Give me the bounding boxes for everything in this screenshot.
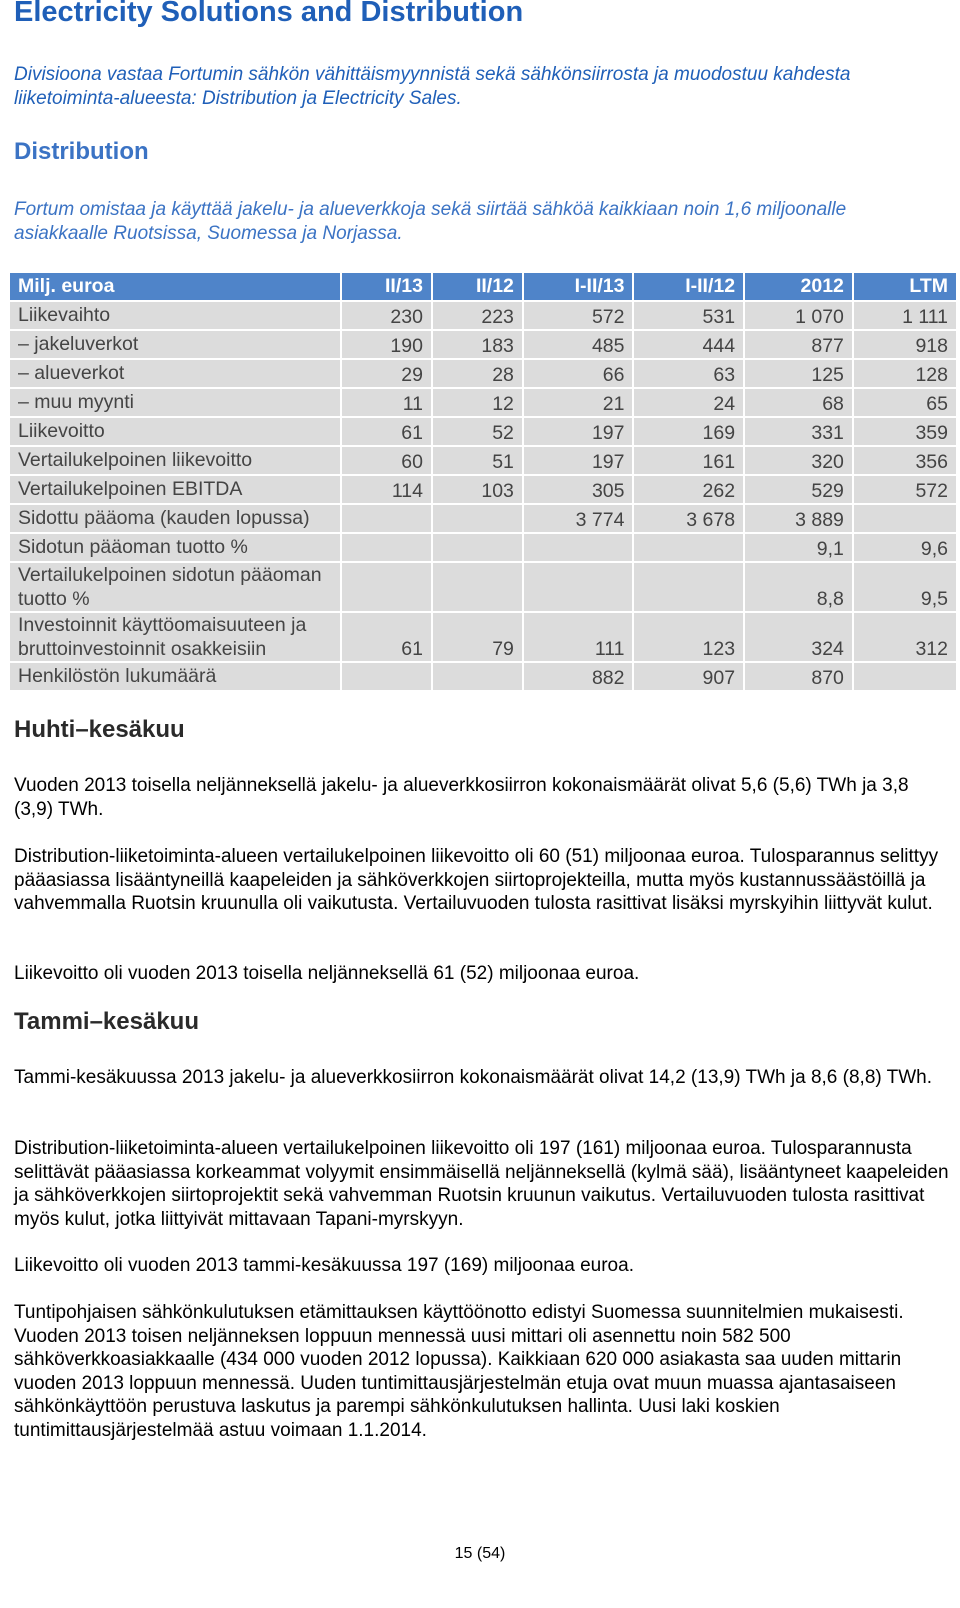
row-value: 60 <box>342 447 431 474</box>
row-value: 320 <box>745 447 852 474</box>
section-heading-distribution: Distribution <box>14 138 149 165</box>
table-header-cell: II/13 <box>342 273 431 300</box>
row-value <box>524 534 633 561</box>
row-value: 63 <box>634 360 743 387</box>
row-value <box>433 534 522 561</box>
page-title: Electricity Solutions and Distribution <box>14 0 524 28</box>
section-heading-h1: Tammi–kesäkuu <box>14 1008 199 1035</box>
row-value: 11 <box>342 389 431 416</box>
row-label: – muu myynti <box>10 389 340 416</box>
page-number: 15 (54) <box>454 1545 506 1562</box>
financial-table <box>8 271 958 692</box>
q2-paragraph: Distribution-liiketoiminta-alueen vertailukelpoinen liikevoitto oli 60 (51) miljoonaa euroa. Tulosparannus selittyy pääasiassa lisääntyneillä kaapeleiden ja sähköverkkojen siirtoprojekteilla, mutta myös kustannussäästöillä ja vahvemmalla Ruotsin kruunulla oli vaikutusta. Vertailuvuoden tulosta rasittivat lisäksi myrskyihin liittyvät kulut. <box>14 846 939 914</box>
table-header-cell: II/12 <box>433 273 522 300</box>
row-value: 3 889 <box>745 505 852 532</box>
table-row <box>10 360 956 387</box>
row-label: Liikevaihto <box>10 302 340 329</box>
section-heading-q2: Huhti–kesäkuu <box>14 716 185 743</box>
distribution-intro: Fortum omistaa ja käyttää jakelu- ja alueverkkoja sekä siirtää sähköä kaikkiaan noin 1,6 miljoonalle asiakkaalle Ruotsissa, Suomessa ja Norjassa. <box>14 199 847 244</box>
table-row <box>10 447 956 474</box>
row-value: 125 <box>745 360 852 387</box>
q2-paragraph: Vuoden 2013 toisella neljänneksellä jakelu- ja alueverkkosiirron kokonaismäärät olivat 5,6 (5,6) TWh ja 3,8 (3,9) TWh. <box>14 775 909 820</box>
row-value: 111 <box>524 613 633 661</box>
row-value: 190 <box>342 331 431 358</box>
table-row <box>10 476 956 503</box>
table-header-row <box>10 273 956 300</box>
row-value: 223 <box>433 302 522 329</box>
row-value: 305 <box>524 476 633 503</box>
row-value: 485 <box>524 331 633 358</box>
row-value <box>634 534 743 561</box>
row-value: 331 <box>745 418 852 445</box>
table-header-cell: Milj. euroa <box>10 273 340 300</box>
row-label: – jakeluverkot <box>10 331 340 358</box>
row-value: 531 <box>634 302 743 329</box>
row-value <box>342 534 431 561</box>
h1-paragraph: Tuntipohjaisen sähkönkulutuksen etämittauksen käyttöönotto edistyi Suomessa suunnitelmien mukaisesti. Vuoden 2013 toisen neljänneksen loppuun mennessä uusi mittari oli asennettu noin 582 500 sähköverkkoasiakkaalle (434 000 vuoden 2012 lopussa). Kaikkiaan 620 000 asiakasta saa uuden mittarin vuoden 2013 loppuun mennessä. Uuden tuntimittausjärjestelmän etuja ovat muun muassa ajantasaiseen sähkönkäyttöön perustuva laskutus ja parempi sähkönkulutuksen hallinta. Uusi laki koskien tuntimittausjärjestelmää astuu voimaan 1.1.2014. <box>14 1302 904 1441</box>
row-value: 3 678 <box>634 505 743 532</box>
table-row <box>10 389 956 416</box>
row-value: 444 <box>634 331 743 358</box>
row-value <box>634 563 743 611</box>
row-value: 572 <box>854 476 956 503</box>
row-value: 197 <box>524 447 633 474</box>
row-value: 169 <box>634 418 743 445</box>
h1-paragraph: Distribution-liiketoiminta-alueen vertailukelpoinen liikevoitto oli 197 (161) miljoonaa euroa. Tulosparannusta selittävät pääasiassa korkeammat volyymit ensimmäisellä neljänneksellä (kylmä sää), lisääntyneet kaapeleiden ja sähköverkkojen siirtoprojektit sekä vahvemman Ruotsin kruunun vaikutus. Vertailuvuoden tulosta rasittivat myös kulut, jotka liittyivät mittavaan Tapani-myrskyyn. <box>14 1138 949 1230</box>
row-value <box>854 663 956 690</box>
row-value: 9,6 <box>854 534 956 561</box>
row-value: 161 <box>634 447 743 474</box>
table-row <box>10 563 956 611</box>
row-value: 877 <box>745 331 852 358</box>
row-value: 907 <box>634 663 743 690</box>
row-value: 572 <box>524 302 633 329</box>
table-row <box>10 534 956 561</box>
row-value: 9,1 <box>745 534 852 561</box>
row-label: Vertailukelpoinen sidotun pääoman tuotto % <box>10 563 340 611</box>
row-value: 8,8 <box>745 563 852 611</box>
row-value <box>854 505 956 532</box>
table-row <box>10 302 956 329</box>
row-label: Investoinnit käyttöomaisuuteen ja bruttoinvestoinnit osakkeisiin <box>10 613 340 661</box>
h1-paragraph: Liikevoitto oli vuoden 2013 tammi-kesäkuussa 197 (169) miljoonaa euroa. <box>14 1255 634 1276</box>
row-value: 312 <box>854 613 956 661</box>
q2-paragraph: Liikevoitto oli vuoden 2013 toisella neljänneksellä 61 (52) miljoonaa euroa. <box>14 963 640 984</box>
row-value: 29 <box>342 360 431 387</box>
row-value: 183 <box>433 331 522 358</box>
row-value <box>342 663 431 690</box>
row-value: 123 <box>634 613 743 661</box>
table-row <box>10 418 956 445</box>
row-value <box>433 563 522 611</box>
row-value: 61 <box>342 613 431 661</box>
row-value: 262 <box>634 476 743 503</box>
row-value: 66 <box>524 360 633 387</box>
row-value: 882 <box>524 663 633 690</box>
row-value: 529 <box>745 476 852 503</box>
table-row <box>10 331 956 358</box>
row-value: 230 <box>342 302 431 329</box>
row-value <box>433 663 522 690</box>
row-value: 918 <box>854 331 956 358</box>
row-value: 21 <box>524 389 633 416</box>
row-value: 68 <box>745 389 852 416</box>
row-label: Sidottu pääoma (kauden lopussa) <box>10 505 340 532</box>
row-value: 114 <box>342 476 431 503</box>
row-value: 3 774 <box>524 505 633 532</box>
row-value: 870 <box>745 663 852 690</box>
row-value: 51 <box>433 447 522 474</box>
row-label: – alueverkot <box>10 360 340 387</box>
table-header-cell: 2012 <box>745 273 852 300</box>
row-value: 12 <box>433 389 522 416</box>
row-value: 28 <box>433 360 522 387</box>
row-value: 65 <box>854 389 956 416</box>
row-value: 356 <box>854 447 956 474</box>
table-row <box>10 505 956 532</box>
row-value: 1 070 <box>745 302 852 329</box>
table-header-cell: I-II/12 <box>634 273 743 300</box>
row-value: 79 <box>433 613 522 661</box>
row-label: Vertailukelpoinen EBITDA <box>10 476 340 503</box>
row-value: 9,5 <box>854 563 956 611</box>
row-value <box>524 563 633 611</box>
table-row <box>10 613 956 661</box>
row-label: Liikevoitto <box>10 418 340 445</box>
row-value: 52 <box>433 418 522 445</box>
row-value: 61 <box>342 418 431 445</box>
division-intro: Divisioona vastaa Fortumin sähkön vähittäismyynnistä sekä sähkönsiirrosta ja muodostuu kahdesta liiketoiminta-alueesta: Distribution ja Electricity Sales. <box>14 64 851 109</box>
row-label: Vertailukelpoinen liikevoitto <box>10 447 340 474</box>
row-value: 197 <box>524 418 633 445</box>
row-value <box>342 505 431 532</box>
row-value: 24 <box>634 389 743 416</box>
row-value <box>433 505 522 532</box>
table-header-cell: LTM <box>854 273 956 300</box>
row-value: 1 111 <box>854 302 956 329</box>
row-value <box>342 563 431 611</box>
table-row <box>10 663 956 690</box>
row-label: Sidotun pääoman tuotto % <box>10 534 340 561</box>
row-value: 359 <box>854 418 956 445</box>
h1-paragraph: Tammi-kesäkuussa 2013 jakelu- ja alueverkkosiirron kokonaismäärät olivat 14,2 (13,9) TWh ja 8,6 (8,8) TWh. <box>14 1067 933 1088</box>
row-value: 324 <box>745 613 852 661</box>
row-value: 103 <box>433 476 522 503</box>
table-header-cell: I-II/13 <box>524 273 633 300</box>
row-value: 128 <box>854 360 956 387</box>
row-label: Henkilöstön lukumäärä <box>10 663 340 690</box>
